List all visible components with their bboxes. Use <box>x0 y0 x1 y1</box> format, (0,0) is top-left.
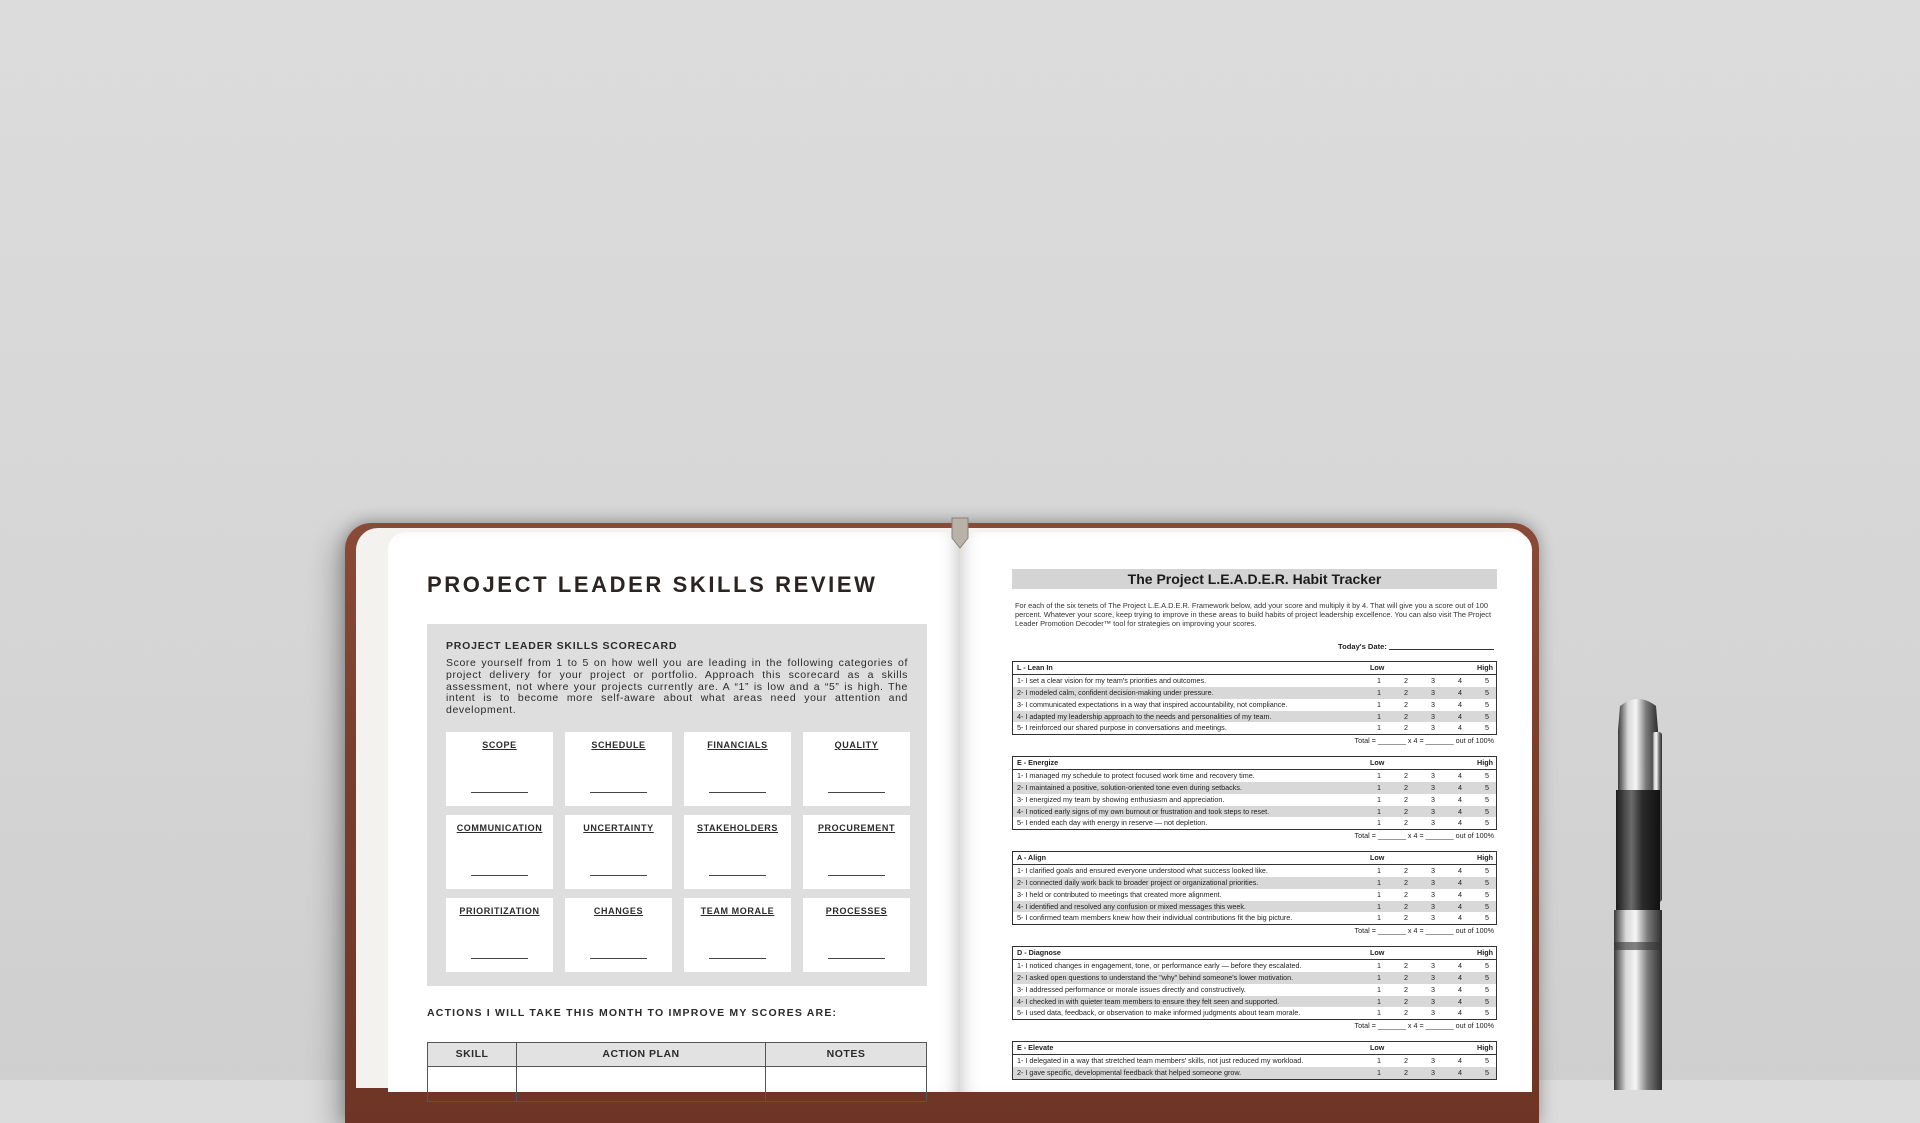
rating-option[interactable]: 1 <box>1377 675 1381 685</box>
rating-option[interactable]: 5 <box>1485 889 1489 899</box>
rating-option[interactable]: 2 <box>1404 865 1408 875</box>
rating-option[interactable]: 1 <box>1377 1067 1381 1077</box>
score-blank-line <box>828 792 885 793</box>
category-box <box>565 898 672 972</box>
score-blank-line <box>590 958 647 959</box>
column-divider <box>516 1043 517 1101</box>
date-label: Today's Date: <box>1338 642 1387 651</box>
habit-statement: 5- I ended each day with energy in reserve — not depletion. <box>1017 818 1208 828</box>
rating-option[interactable]: 3 <box>1431 1067 1435 1077</box>
habit-row <box>1013 1067 1496 1079</box>
rating-option[interactable]: 1 <box>1377 889 1381 899</box>
rating-option[interactable]: 5 <box>1485 984 1489 994</box>
habit-statement: 5- I confirmed team members knew how their individual contributions fit the big picture. <box>1017 913 1293 923</box>
habit-statement: 3- I communicated expectations in a way that inspired accountability, not compliance. <box>1017 699 1288 709</box>
habit-row <box>1013 1007 1496 1019</box>
low-label: Low <box>1370 948 1385 957</box>
rating-option[interactable]: 2 <box>1404 984 1408 994</box>
col-notes-header: NOTES <box>826 1048 866 1060</box>
category-label: COMMUNICATION <box>456 823 543 833</box>
habit-section <box>1012 756 1497 842</box>
rating-option[interactable]: 1 <box>1377 782 1381 792</box>
score-blank-line <box>709 875 766 876</box>
rating-option[interactable]: 2 <box>1404 901 1408 911</box>
section-total: Total = _______ x 4 = _______ out of 100% <box>1354 926 1494 936</box>
rating-option[interactable]: 4 <box>1458 782 1462 792</box>
section-name: D - Diagnose <box>1017 948 1061 957</box>
section-total: Total = _______ x 4 = _______ out of 100% <box>1354 736 1494 746</box>
habit-row <box>1013 770 1496 782</box>
rating-option[interactable]: 5 <box>1485 913 1489 923</box>
category-box <box>803 815 910 889</box>
category-label: UNCERTAINTY <box>583 823 654 833</box>
habit-section <box>1012 946 1497 1032</box>
rating-option[interactable]: 1 <box>1377 699 1381 709</box>
rating-option[interactable]: 3 <box>1431 889 1435 899</box>
rating-option[interactable]: 5 <box>1485 818 1489 828</box>
section-name: E - Energize <box>1017 758 1059 767</box>
rating-option[interactable]: 3 <box>1431 877 1435 887</box>
rating-option[interactable]: 2 <box>1404 770 1408 780</box>
rating-option[interactable]: 5 <box>1485 960 1489 970</box>
scorecard-heading: PROJECT LEADER SKILLS SCORECARD <box>446 640 678 652</box>
habit-row <box>1013 806 1496 818</box>
rating-option[interactable]: 1 <box>1377 711 1381 721</box>
rating-option[interactable]: 3 <box>1431 806 1435 816</box>
section-name: L - Lean In <box>1017 663 1053 672</box>
rating-option[interactable]: 3 <box>1431 996 1435 1006</box>
habit-statement: 5- I used data, feedback, or observation to make informed judgments about team morale. <box>1017 1008 1301 1018</box>
rating-option[interactable]: 5 <box>1485 1008 1489 1018</box>
rating-option[interactable]: 3 <box>1431 782 1435 792</box>
habit-statement: 4- I checked in with quieter team members to ensure they felt seen and supported. <box>1017 996 1280 1006</box>
habit-statement: 1- I managed my schedule to protect focused work time and recovery time. <box>1017 770 1255 780</box>
habit-row <box>1013 711 1496 723</box>
habit-statement: 1- I clarified goals and ensured everyone understood what success looked like. <box>1017 865 1268 875</box>
habit-section <box>1012 661 1497 747</box>
rating-option[interactable]: 4 <box>1458 675 1462 685</box>
category-label: SCHEDULE <box>591 740 646 750</box>
bookmark-ribbon-icon <box>940 516 980 552</box>
rating-option[interactable]: 2 <box>1404 913 1408 923</box>
rating-option[interactable]: 1 <box>1377 794 1381 804</box>
habit-row <box>1013 877 1496 889</box>
category-label: QUALITY <box>834 740 879 750</box>
rating-option[interactable]: 4 <box>1458 1008 1462 1018</box>
category-box <box>446 815 553 889</box>
habit-row <box>1013 1055 1496 1067</box>
rating-option[interactable]: 1 <box>1377 818 1381 828</box>
habit-statement: 3- I held or contributed to meetings that created more alignment. <box>1017 889 1222 899</box>
rating-option[interactable]: 4 <box>1458 1055 1462 1065</box>
rating-option[interactable]: 3 <box>1431 675 1435 685</box>
actions-label: ACTIONS I WILL TAKE THIS MONTH TO IMPROVE MY SCORES ARE: <box>427 1007 838 1019</box>
category-box <box>446 898 553 972</box>
category-box <box>684 732 791 806</box>
habit-statement: 2- I connected daily work back to broader project or organizational priorities. <box>1017 877 1259 887</box>
scorecard-description: Score yourself from 1 to 5 on how well you are leading in the following categories of project delivery for your project or portfolio. Approach this scorecard as a skills assessment, not where your projects currently are. A “1” is low and a “5” is high. The intent is to become more self-aware about what areas need your attention and development. <box>446 657 908 717</box>
rating-option[interactable]: 4 <box>1458 770 1462 780</box>
rating-option[interactable]: 4 <box>1458 865 1462 875</box>
habit-row <box>1013 675 1496 687</box>
date-blank-line <box>1389 649 1494 650</box>
habit-section-header <box>1013 852 1496 865</box>
section-total-row <box>1012 925 1497 937</box>
rating-option[interactable]: 5 <box>1485 877 1489 887</box>
section-total-row <box>1012 830 1497 842</box>
rating-option[interactable]: 1 <box>1377 806 1381 816</box>
rating-option[interactable]: 4 <box>1458 984 1462 994</box>
rating-option[interactable]: 5 <box>1485 699 1489 709</box>
habit-row <box>1013 817 1496 829</box>
habit-statement: 4- I noticed early signs of my own burnout or frustration and took steps to reset. <box>1017 806 1270 816</box>
category-box <box>684 815 791 889</box>
habit-row <box>1013 889 1496 901</box>
rating-option[interactable]: 2 <box>1404 687 1408 697</box>
rating-option[interactable]: 1 <box>1377 687 1381 697</box>
rating-option[interactable]: 1 <box>1377 877 1381 887</box>
rating-option[interactable]: 3 <box>1431 865 1435 875</box>
rating-option[interactable]: 2 <box>1404 782 1408 792</box>
high-label: High <box>1477 853 1493 862</box>
rating-option[interactable]: 1 <box>1377 1055 1381 1065</box>
habit-row <box>1013 782 1496 794</box>
rating-option[interactable]: 1 <box>1377 723 1381 733</box>
rating-option[interactable]: 1 <box>1377 913 1381 923</box>
score-blank-line <box>709 958 766 959</box>
section-name: A - Align <box>1017 853 1047 862</box>
rating-option[interactable]: 5 <box>1485 711 1489 721</box>
rating-option[interactable]: 2 <box>1404 818 1408 828</box>
col-action-plan-header: ACTION PLAN <box>602 1048 680 1060</box>
high-label: High <box>1477 1043 1493 1052</box>
rating-option[interactable]: 2 <box>1404 889 1408 899</box>
rating-option[interactable]: 1 <box>1377 984 1381 994</box>
rating-option[interactable]: 4 <box>1458 960 1462 970</box>
habit-row <box>1013 865 1496 877</box>
category-box <box>803 732 910 806</box>
rating-option[interactable]: 3 <box>1431 699 1435 709</box>
score-blank-line <box>471 792 528 793</box>
rating-option[interactable]: 1 <box>1377 901 1381 911</box>
rating-option[interactable]: 3 <box>1431 711 1435 721</box>
category-label: SCOPE <box>482 740 517 750</box>
section-total-row <box>1012 1020 1497 1032</box>
rating-option[interactable]: 5 <box>1485 687 1489 697</box>
rating-option[interactable]: 5 <box>1485 972 1489 982</box>
rating-option[interactable]: 4 <box>1458 877 1462 887</box>
rating-option[interactable]: 2 <box>1404 972 1408 982</box>
habit-section <box>1012 1041 1497 1080</box>
category-box <box>446 732 553 806</box>
rating-option[interactable]: 1 <box>1377 770 1381 780</box>
score-blank-line <box>828 958 885 959</box>
rating-option[interactable]: 4 <box>1458 687 1462 697</box>
rating-option[interactable]: 5 <box>1485 806 1489 816</box>
rating-option[interactable]: 2 <box>1404 1067 1408 1077</box>
rating-option[interactable]: 4 <box>1458 889 1462 899</box>
rating-option[interactable]: 3 <box>1431 901 1435 911</box>
section-total: Total = _______ x 4 = _______ out of 100% <box>1354 831 1494 841</box>
skills-review-title: PROJECT LEADER SKILLS REVIEW <box>427 572 878 597</box>
score-blank-line <box>828 875 885 876</box>
rating-option[interactable]: 5 <box>1485 723 1489 733</box>
score-blank-line <box>471 958 528 959</box>
habit-row <box>1013 984 1496 996</box>
low-label: Low <box>1370 853 1385 862</box>
habit-section-table <box>1012 946 1497 1020</box>
rating-option[interactable]: 1 <box>1377 960 1381 970</box>
rating-option[interactable]: 5 <box>1485 865 1489 875</box>
score-blank-line <box>590 875 647 876</box>
rating-option[interactable]: 1 <box>1377 1008 1381 1018</box>
rating-option[interactable]: 2 <box>1404 877 1408 887</box>
rating-option[interactable]: 2 <box>1404 794 1408 804</box>
rating-option[interactable]: 5 <box>1485 675 1489 685</box>
rating-option[interactable]: 2 <box>1404 675 1408 685</box>
habit-section-table <box>1012 756 1497 830</box>
rating-option[interactable]: 3 <box>1431 687 1435 697</box>
habit-section-table <box>1012 1041 1497 1080</box>
rating-option[interactable]: 3 <box>1431 794 1435 804</box>
habit-statement: 3- I addressed performance or morale issues directly and constructively. <box>1017 984 1246 994</box>
rating-option[interactable]: 4 <box>1458 818 1462 828</box>
rating-option[interactable]: 2 <box>1404 1008 1408 1018</box>
rating-option[interactable]: 4 <box>1458 913 1462 923</box>
high-label: High <box>1477 663 1493 672</box>
rating-option[interactable]: 4 <box>1458 972 1462 982</box>
rating-option[interactable]: 3 <box>1431 818 1435 828</box>
low-label: Low <box>1370 663 1385 672</box>
rating-option[interactable]: 4 <box>1458 711 1462 721</box>
rating-option[interactable]: 2 <box>1404 806 1408 816</box>
skills-scorecard-panel <box>427 624 927 986</box>
action-plan-table <box>427 1042 927 1102</box>
habit-row <box>1013 901 1496 913</box>
pen-icon <box>1588 690 1698 1090</box>
rating-option[interactable]: 2 <box>1404 996 1408 1006</box>
habit-section-header <box>1013 757 1496 770</box>
section-total: Total = _______ x 4 = _______ out of 100% <box>1354 1021 1494 1031</box>
habit-section-table <box>1012 851 1497 925</box>
habit-statement: 2- I asked open questions to understand the "why" behind someone's lower motivation. <box>1017 972 1294 982</box>
category-label: FINANCIALS <box>707 740 768 750</box>
category-box <box>684 898 791 972</box>
habit-statement: 2- I modeled calm, confident decision-making under pressure. <box>1017 687 1214 697</box>
rating-option[interactable]: 5 <box>1485 996 1489 1006</box>
category-grid <box>446 732 910 972</box>
habit-row <box>1013 687 1496 699</box>
habit-statement: 3- I energized my team by showing enthusiasm and appreciation. <box>1017 794 1225 804</box>
habit-section-header <box>1013 662 1496 675</box>
rating-option[interactable]: 2 <box>1404 960 1408 970</box>
habit-statement: 1- I noticed changes in engagement, tone, or performance early — before they escalated. <box>1017 960 1302 970</box>
rating-option[interactable]: 4 <box>1458 1067 1462 1077</box>
rating-option[interactable]: 4 <box>1458 699 1462 709</box>
column-divider <box>765 1043 766 1101</box>
rating-option[interactable]: 2 <box>1404 711 1408 721</box>
habit-tracker-title-bar <box>1012 569 1497 589</box>
habit-statement: 4- I identified and resolved any confusion or mixed messages this week. <box>1017 901 1246 911</box>
category-box <box>803 898 910 972</box>
rating-option[interactable]: 5 <box>1485 1055 1489 1065</box>
category-label: CHANGES <box>593 906 644 916</box>
habit-row <box>1013 996 1496 1008</box>
category-box <box>565 732 672 806</box>
rating-option[interactable]: 1 <box>1377 996 1381 1006</box>
rating-option[interactable]: 4 <box>1458 996 1462 1006</box>
habit-section-header <box>1013 947 1496 960</box>
rating-option[interactable]: 5 <box>1485 901 1489 911</box>
rating-option[interactable]: 3 <box>1431 913 1435 923</box>
category-label: STAKEHOLDERS <box>696 823 779 833</box>
habit-row <box>1013 699 1496 711</box>
section-total-row <box>1012 735 1497 747</box>
rating-option[interactable]: 2 <box>1404 1055 1408 1065</box>
col-skill-header: SKILL <box>455 1048 489 1060</box>
habit-tracker-intro: For each of the six tenets of The Project L.E.A.D.E.R. Framework below, add your score and multiply it by 4. That will give you a score out of 100 percent. Whatever your score, keep trying to improve in these areas to build habits of project leadership excellence. You can also visit The Project Leader Promotion Decoder™ tool for strategies on improving your scores. <box>1015 601 1491 629</box>
high-label: High <box>1477 948 1493 957</box>
habit-row <box>1013 960 1496 972</box>
rating-option[interactable]: 5 <box>1485 794 1489 804</box>
rating-option[interactable]: 3 <box>1431 984 1435 994</box>
rating-option[interactable]: 3 <box>1431 770 1435 780</box>
category-label: PROCESSES <box>825 906 888 916</box>
score-blank-line <box>471 875 528 876</box>
rating-option[interactable]: 2 <box>1404 699 1408 709</box>
category-label: PROCUREMENT <box>817 823 896 833</box>
category-label: TEAM MORALE <box>700 906 775 916</box>
habit-section-table <box>1012 661 1497 735</box>
section-name: E - Elevate <box>1017 1043 1054 1052</box>
score-blank-line <box>709 792 766 793</box>
rating-option[interactable]: 3 <box>1431 960 1435 970</box>
habit-row <box>1013 972 1496 984</box>
rating-option[interactable]: 3 <box>1431 723 1435 733</box>
category-box <box>565 815 672 889</box>
habit-statement: 2- I maintained a positive, solution-oriented tone even during setbacks. <box>1017 782 1242 792</box>
habit-row <box>1013 912 1496 924</box>
category-label: PRIORITIZATION <box>459 906 540 916</box>
habit-tracker-title: The Project L.E.A.D.E.R. Habit Tracker <box>1127 571 1382 587</box>
habit-row <box>1013 722 1496 734</box>
rating-option[interactable]: 5 <box>1485 782 1489 792</box>
habit-statement: 4- I adapted my leadership approach to the needs and personalities of my team. <box>1017 711 1272 721</box>
rating-option[interactable]: 1 <box>1377 865 1381 875</box>
rating-option[interactable]: 3 <box>1431 1008 1435 1018</box>
high-label: High <box>1477 758 1493 767</box>
habit-statement: 5- I reinforced our shared purpose in conversations and meetings. <box>1017 723 1227 733</box>
low-label: Low <box>1370 1043 1385 1052</box>
rating-option[interactable]: 3 <box>1431 972 1435 982</box>
habit-statement: 1- I set a clear vision for my team's priorities and outcomes. <box>1017 675 1207 685</box>
rating-option[interactable]: 1 <box>1377 972 1381 982</box>
habit-row <box>1013 794 1496 806</box>
habit-statement: 2- I gave specific, developmental feedback that helped someone grow. <box>1017 1067 1242 1077</box>
rating-option[interactable]: 5 <box>1485 770 1489 780</box>
low-label: Low <box>1370 758 1385 767</box>
todays-date-field <box>1338 642 1498 651</box>
score-blank-line <box>590 792 647 793</box>
habit-section <box>1012 851 1497 937</box>
rating-option[interactable]: 2 <box>1404 723 1408 733</box>
rating-option[interactable]: 4 <box>1458 901 1462 911</box>
rating-option[interactable]: 3 <box>1431 1055 1435 1065</box>
habit-section-header <box>1013 1042 1496 1055</box>
habit-statement: 1- I delegated in a way that stretched team members' skills, not just reduced my workload. <box>1017 1055 1304 1065</box>
rating-option[interactable]: 4 <box>1458 794 1462 804</box>
rating-option[interactable]: 5 <box>1485 1067 1489 1077</box>
rating-option[interactable]: 4 <box>1458 723 1462 733</box>
rating-option[interactable]: 4 <box>1458 806 1462 816</box>
